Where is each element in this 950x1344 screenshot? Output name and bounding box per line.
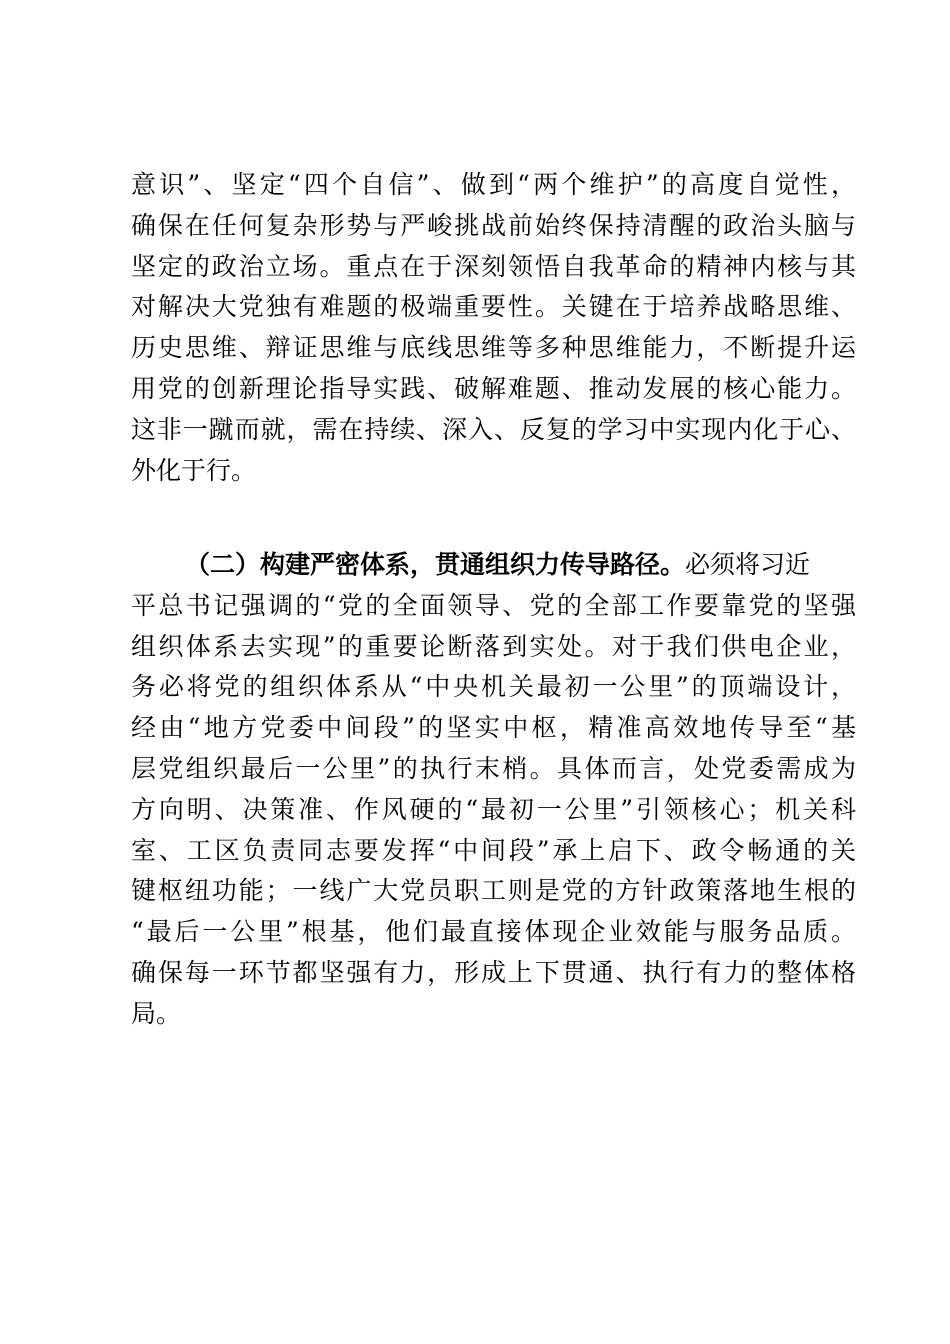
paragraph-line: 历史思维、辩证思维与底线思维等多种思维能力，不断提升运 (131, 333, 856, 363)
paragraph-line: 确保在任何复杂形势与严峻挑战前始终保持清醒的政治头脑与 (131, 210, 856, 240)
paragraph-line: 这非一蹴而就，需在持续、深入、反复的学习中实现内化于心、 (131, 414, 856, 444)
paragraph-line: “最后一公里”根基，他们最直接体现企业效能与服务品质。 (131, 917, 856, 947)
paragraph-line: 务必将党的组织体系从“中央机关最初一公里”的顶端设计， (131, 672, 856, 702)
paragraph-line: 键枢纽功能；一线广大党员职工则是党的方针政策落地生根的 (131, 876, 856, 906)
paragraph-line: 经由“地方党委中间段”的坚实中枢，精准高效地传导至“基 (131, 713, 856, 743)
section-heading: （二）构建严密体系，贯通组织力传导路径。 (185, 550, 686, 579)
paragraph-line: 局。 (131, 998, 182, 1028)
paragraph-line: 意识”、坚定“四个自信”、做到“两个维护”的高度自觉性， (131, 170, 856, 199)
paragraph-line: 平总书记强调的“党的全面领导、党的全部工作要靠党的坚强 (131, 590, 856, 620)
paragraph-line: 确保每一环节都坚强有力，形成上下贯通、执行有力的整体格 (131, 957, 856, 987)
paragraph-line: 方向明、决策准、作风硬的“最初一公里”引领核心；机关科 (131, 794, 856, 824)
paragraph-2 (131, 545, 856, 1035)
paragraph-line: 对解决大党独有难题的极端重要性。关键在于培养战略思维、 (131, 292, 856, 322)
paragraph-line: 用党的创新理论指导实践、破解难题、推动发展的核心能力。 (131, 373, 856, 403)
paragraph-first-line (131, 545, 856, 586)
paragraph-line: 坚定的政治立场。重点在于深刻领悟自我革命的精神内核与其 (131, 251, 856, 281)
paragraph-line: 外化于行。 (131, 455, 257, 485)
paragraph-line: 室、工区负责同志要发挥“中间段”承上启下、政令畅通的关 (131, 835, 856, 865)
paragraph-line: 组织体系去实现”的重要论断落到实处。对于我们供电企业， (131, 631, 856, 661)
paragraph-1 (131, 165, 856, 491)
paragraph-line: 层党组织最后一公里”的执行末梢。具体而言，处党委需成为 (131, 753, 856, 783)
paragraph-text: 必须将习近 (685, 550, 811, 579)
